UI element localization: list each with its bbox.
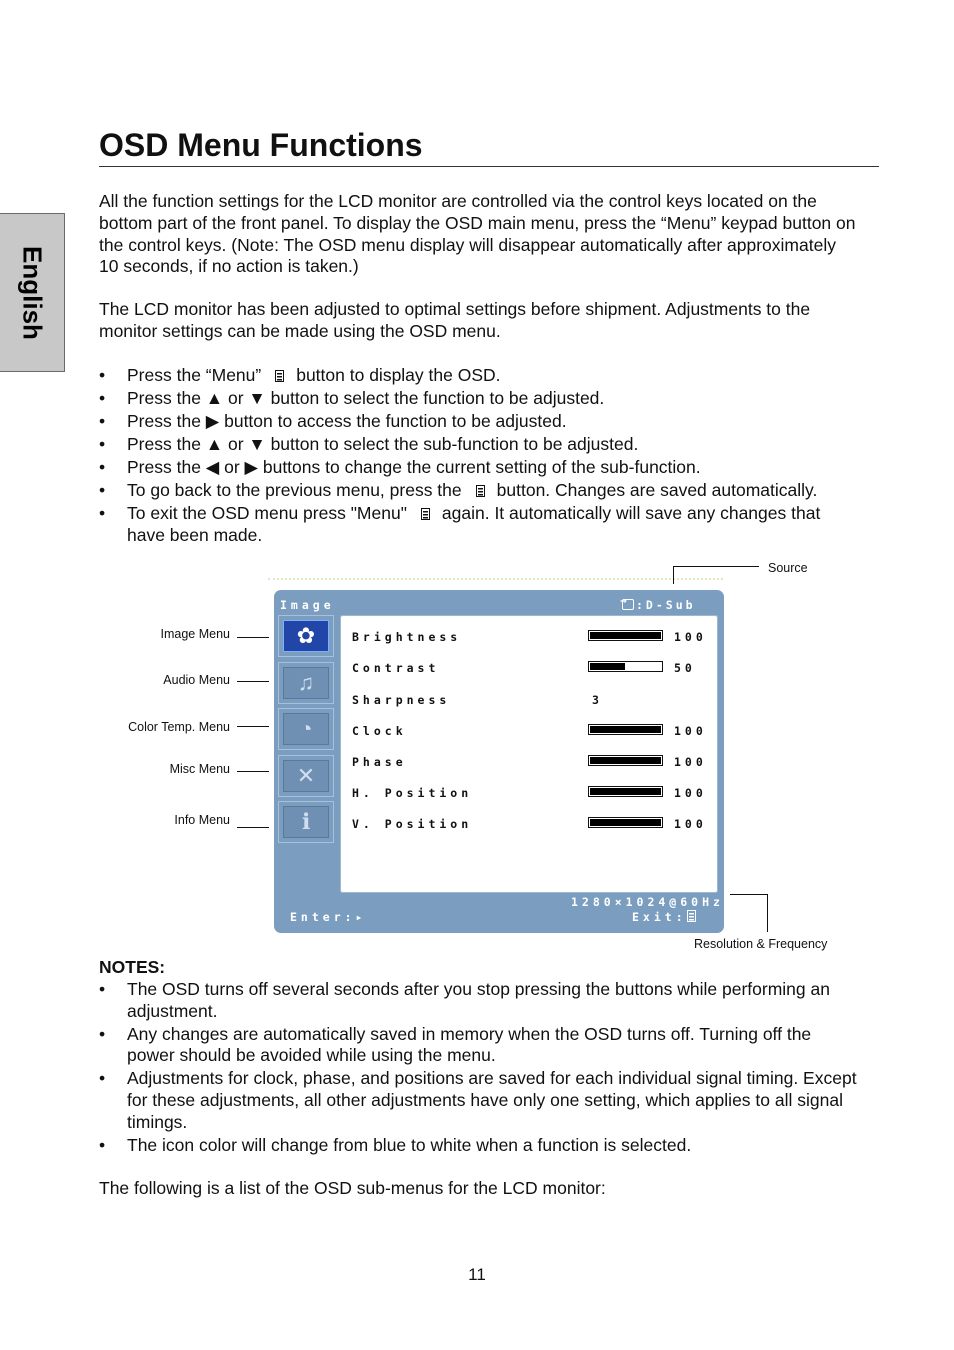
page-title: OSD Menu Functions: [99, 127, 423, 163]
instruction-item: • Press the ▲ or ▼ button to select the function to be adjusted.: [99, 388, 859, 410]
closing-paragraph: The following is a list of the OSD sub-menus for the LCD monitor:: [99, 1178, 606, 1198]
osd-row-v-position[interactable]: V. Position 100: [352, 817, 707, 831]
osd-row-contrast[interactable]: Contrast 50: [352, 661, 696, 675]
level-bar: [588, 724, 663, 735]
note-item: • Adjustments for clock, phase, and positions are saved for each individual signal timing. Except for these adjustments, all other adjustments have only one setting, which applies to all signal timings.: [99, 1068, 859, 1133]
instruction-item: • To go back to the previous menu, press the button. Changes are saved automatically.: [99, 480, 859, 502]
note-item: • The OSD turns off several seconds after you stop pressing the buttons while performing an adjustment.: [99, 979, 859, 1023]
misc-icon: ✕: [296, 762, 316, 788]
osd-resolution: 1280×1024@60Hz: [571, 895, 724, 909]
instruction-list: [99, 365, 859, 548]
callout-line: [730, 894, 767, 895]
callout-line: [237, 681, 269, 682]
note-item: • Any changes are automatically saved in memory when the OSD turns off. Turning off the power should be avoided while using the menu.: [99, 1024, 859, 1068]
image-icon: ✿: [296, 623, 316, 648]
note-item: • The icon color will change from blue to white when a function is selected.: [99, 1135, 859, 1157]
osd-row-h-position[interactable]: H. Position 100: [352, 786, 707, 800]
level-bar: [588, 817, 663, 828]
callout-info-menu: Info Menu: [174, 813, 230, 827]
level-bar: [588, 630, 663, 641]
source-icon: [622, 599, 634, 610]
language-tab: [0, 213, 65, 372]
callout-misc-menu: Misc Menu: [169, 762, 230, 776]
osd-icon-image[interactable]: [278, 615, 334, 657]
play-icon: ▸: [355, 910, 367, 924]
osd-icon-info[interactable]: [278, 801, 334, 843]
title-rule: [99, 166, 879, 167]
osd-row-clock[interactable]: Clock 100: [352, 724, 707, 738]
osd-row-phase[interactable]: Phase 100: [352, 755, 707, 769]
language-tab-label: English: [17, 246, 48, 340]
osd-menu-title: Image: [280, 598, 335, 612]
callout-line: [237, 771, 269, 772]
callout-color-temp-menu: Color Temp. Menu: [128, 720, 230, 734]
menu-icon: [476, 485, 485, 497]
menu-icon: [421, 508, 430, 520]
osd-row-sharpness[interactable]: Sharpness 3: [352, 693, 603, 707]
osd-settings-panel: [340, 615, 718, 893]
callout-line: [237, 726, 269, 727]
osd-icon-color-temp[interactable]: [278, 708, 334, 750]
osd-icon-audio[interactable]: [278, 662, 334, 704]
callout-line: [237, 827, 269, 828]
callout-image-menu: Image Menu: [160, 627, 230, 641]
callout-line: [237, 637, 269, 638]
instruction-item: • Press the ▶ button to access the function to be adjusted.: [99, 411, 859, 433]
instruction-item: • Press the ▲ or ▼ button to select the sub-function to be adjusted.: [99, 434, 859, 456]
osd-icon-column: [278, 615, 336, 848]
instruction-item: • Press the ◀ or ▶ buttons to change the current setting of the sub-function.: [99, 457, 859, 479]
page-number: 11: [468, 1265, 486, 1284]
menu-icon: [687, 910, 696, 922]
intro-paragraph-2: The LCD monitor has been adjusted to optimal settings before shipment. Adjustments to the monitor settings can be made using the OSD menu.: [99, 299, 811, 341]
color-temp-icon: ◔: [299, 716, 313, 741]
callout-line: [767, 894, 768, 932]
osd-source: → :D-Sub: [622, 598, 696, 612]
menu-icon: [275, 370, 284, 382]
callout-line: [673, 566, 759, 567]
callout-audio-menu: Audio Menu: [163, 673, 230, 687]
osd-exit-hint: Exit:: [632, 910, 696, 924]
callout-resolution-frequency: Resolution & Frequency: [694, 937, 828, 951]
osd-icon-misc[interactable]: [278, 755, 334, 797]
callout-source: Source: [768, 561, 808, 575]
level-bar: [588, 786, 663, 797]
notes-list: [99, 979, 859, 1157]
dotted-divider: [268, 578, 723, 580]
osd-enter-hint: Enter:▸: [290, 910, 367, 924]
info-icon: ℹ: [301, 809, 311, 834]
level-bar: [588, 661, 663, 672]
notes-heading: NOTES:: [99, 957, 166, 977]
level-bar: [588, 755, 663, 766]
instruction-item: • To exit the OSD menu press "Menu" again. It automatically will save any changes that have been made.: [99, 503, 859, 547]
osd-menu-illustration: [274, 590, 724, 933]
intro-paragraph: All the function settings for the LCD monitor are controlled via the control keys located on the bottom part of the front panel. To display the OSD main menu, press the “Menu” keypad button on the control keys. (Note: The OSD menu display will disappear automatically after approximately 10 seconds, if no action is taken.): [99, 191, 856, 277]
audio-icon: ♫: [297, 669, 315, 695]
instruction-item: • Press the “Menu” button to display the OSD.: [99, 365, 859, 387]
callout-line: [673, 566, 674, 584]
osd-row-brightness[interactable]: Brightness 100: [352, 630, 707, 644]
